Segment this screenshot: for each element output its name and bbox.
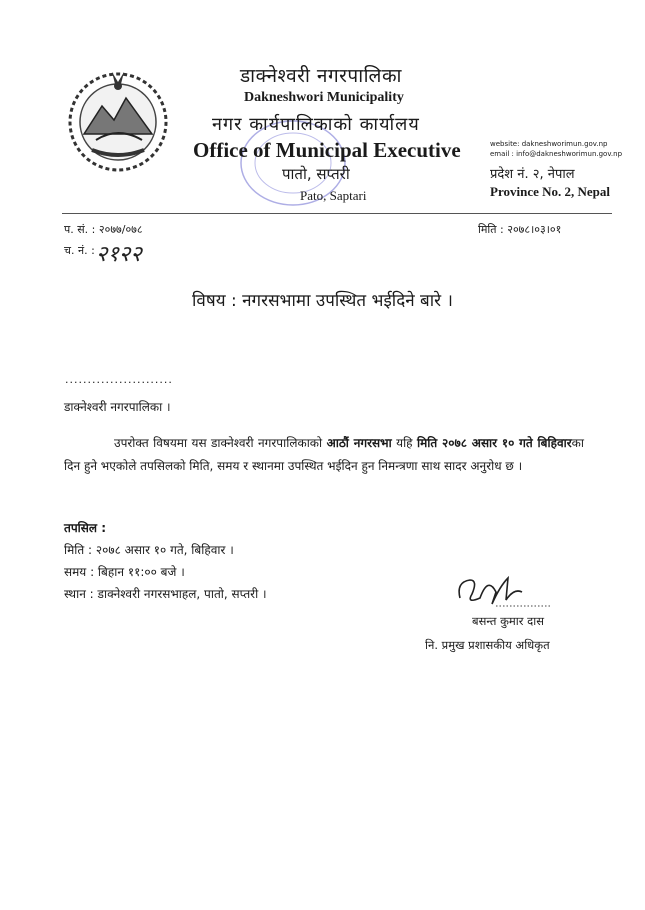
municipality-name-np: डाक्नेश्वरी नगरपालिका <box>240 65 402 87</box>
website-text: website: dakneshworimun.gov.np <box>490 140 608 148</box>
email-text: email : info@dakneshworimun.gov.np <box>490 150 623 158</box>
header-divider <box>62 213 612 214</box>
subject-line: विषय : नगरसभामा उपस्थित भईदिने बारे । <box>192 291 453 311</box>
chalani-number-handwritten: २१२२ <box>96 242 142 267</box>
nepal-emblem-icon <box>62 64 174 176</box>
tapasil-heading: तपसिल : <box>64 521 106 535</box>
patra-sankhya: प. सं. : २०७७/०७८ <box>64 223 143 236</box>
signatory-title: नि. प्रमुख प्रशासकीय अधिकृत <box>425 638 550 652</box>
municipality-name-en: Dakneshwori Municipality <box>244 90 404 105</box>
place-np: पातो, सप्तरी <box>282 165 350 183</box>
letter-date: मिति : २०७८।०३।०१ <box>478 223 562 236</box>
province-np: प्रदेश नं. २, नेपाल <box>490 167 575 182</box>
signatory-name: बसन्त कुमार दास <box>472 614 544 628</box>
chalani-label: च. नं. : <box>64 244 95 257</box>
body-paragraph: उपरोक्त विषयमा यस डाक्नेश्वरी नगरपालिकाको आठौं नगरसभा यहि मिति २०७८ असार १० गते बिहिवारका दिन हुने भएकोले तपसिलको मिति, समय र स्थानमा उपस्थित भईदिन हुन निमन्त्रणा साथ सादर अनुरोध छ । <box>64 436 584 473</box>
handwritten-signature <box>452 568 552 612</box>
place-en: Pato, Saptari <box>300 188 367 203</box>
office-name-en: Office of Municipal Executive <box>193 138 461 162</box>
tapasil-place: स्थान : डाक्नेश्वरी नगरसभाहल, पातो, सप्तरी । <box>64 587 267 601</box>
province-en: Province No. 2, Nepal <box>490 184 610 199</box>
office-name-np: नगर कार्यपालिकाको कार्यालय <box>212 114 420 135</box>
recipient-name: डाक्नेश्वरी नगरपालिका । <box>64 400 171 414</box>
recipient-dots: ........................ <box>65 373 173 386</box>
tapasil-time: समय : बिहान ११:०० बजे । <box>64 565 185 579</box>
tapasil-date: मिति : २०७८ असार १० गते, बिहिवार । <box>64 543 234 557</box>
